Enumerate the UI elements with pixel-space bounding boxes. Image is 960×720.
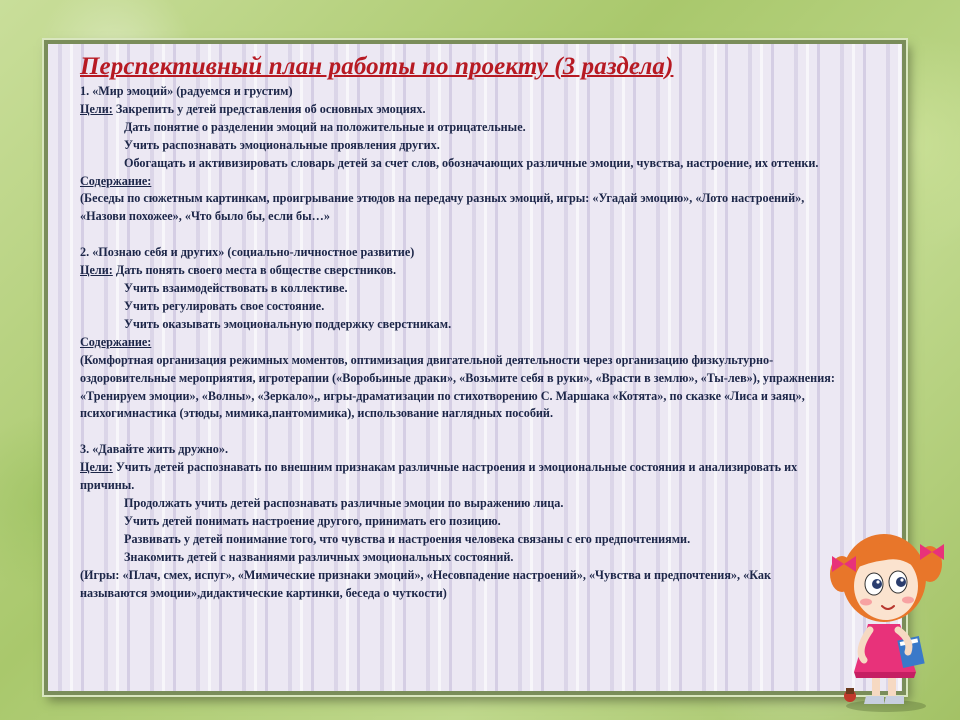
section-2-content: (Комфортная организация режимных моментов, оптимизация двигательной деятельности через организацию физкультурно-оздоровительные мероприятия, игротерапии («Воробьиные драки», «Возьмите себя в руки», «Врасти в землю», «Ты-лев»), упражнения: «Тренируем эмоции», «Волны», «Зеркало»,, игры-драматизации по стихотворению С. Маршака «Котята», по сказке «Лиса и заяц», психогимнастика (этюды, мимика,пантомимика), использование наглядных пособий. (80, 352, 835, 421)
section-2-goal-2: Учить взаимодействовать в коллективе. (124, 281, 348, 296)
section-1-goal-3: Учить распознавать эмоциональные проявления других. (124, 137, 440, 152)
section-3-goal-3: Учить детей понимать настроение другого, принимать его позицию. (124, 513, 501, 528)
section-2-goal-3: Учить регулировать свое состояние. (124, 298, 325, 313)
goals-label: Цели: (80, 263, 113, 278)
goals-label: Цели: (80, 460, 113, 475)
section-3-goal-4: Развивать у детей понимание того, что чувства и настроения человека связаны с его предпочтениями. (124, 531, 691, 546)
goal-text: Учить детей распознавать по внешним признакам различные настроения и эмоциональные состояния и анализировать их причины. (80, 460, 798, 493)
section-3-goal-5: Знакомить детей с названиями различных эмоциональных состояний. (124, 549, 514, 564)
section-2-content-label: Содержание: (80, 334, 152, 349)
goal-text: Дать понять своего места в обществе сверстников. (112, 263, 397, 278)
section-1-heading: 1. «Мир эмоций» (радуемся и грустим) (80, 84, 293, 98)
section-3-heading: 3. «Давайте жить дружно». (80, 442, 229, 457)
section-3-goal-2: Продолжать учить детей распознавать различные эмоции по выражению лица. (124, 496, 564, 511)
document-body (80, 50, 840, 602)
goals-label: Цели: (80, 101, 113, 116)
section-2-goal-1 (80, 262, 840, 280)
section-2-heading: 2. «Познаю себя и других» (социально-личностное развитие) (80, 245, 415, 260)
page-title: Перспективный план работы по проекту (3 раздела) (80, 53, 674, 80)
section-1-goal-4: Обогащать и активизировать словарь детей за счет слов, обозначающих различные эмоции, чувства, настроение, их оттенки. (124, 155, 819, 170)
section-1-content: (Беседы по сюжетным картинкам, проигрывание этюдов на передачу разных эмоций, игры: «Угадай эмоцию», «Лото настроений», «Назови похожее», «Что было бы, если бы…» (80, 191, 805, 224)
goal-text: Закрепить у детей представления об основных эмоциях. (112, 101, 426, 116)
section-3-goal-1 (80, 459, 840, 495)
section-1-content-label: Содержание: (80, 173, 152, 188)
section-3-content: (Игры: «Плач, смех, испуг», «Мимические признаки эмоций», «Несовпадение настроений», «Чувства и предпочтения», «Как называются эмоции»,дидактические картинки, беседа о чуткости) (80, 567, 771, 600)
section-2-goal-4: Учить оказывать эмоциональную поддержку сверстникам. (124, 316, 452, 331)
section-1-goal-1 (80, 101, 840, 119)
cartoon-girl-illustration (828, 520, 948, 715)
section-1-goal-2: Дать понятие о разделении эмоций на положительные и отрицательные. (124, 119, 526, 134)
